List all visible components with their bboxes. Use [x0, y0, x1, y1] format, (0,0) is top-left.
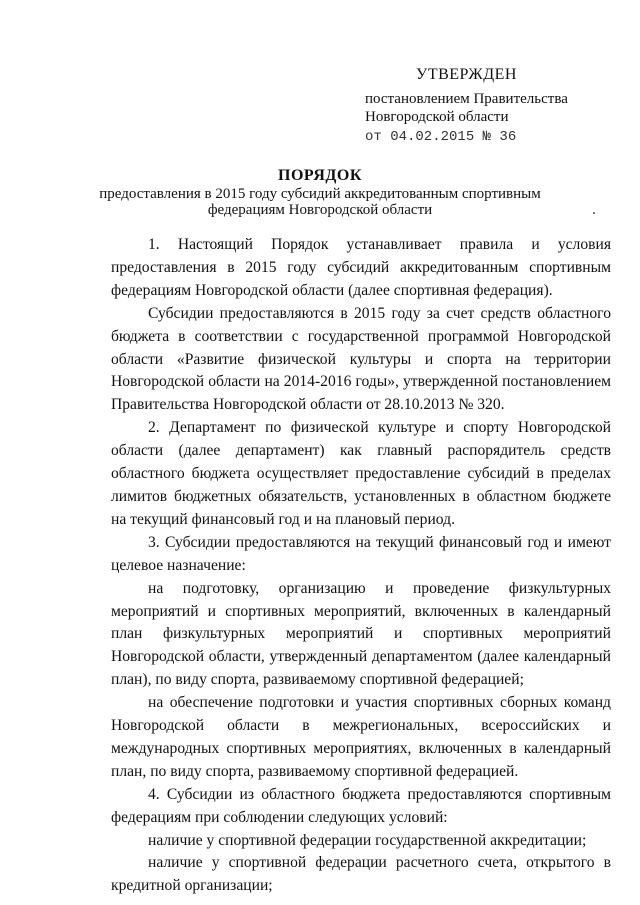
approval-line-1: постановлением Правительства: [365, 91, 568, 107]
document-subtitle-line-1: предоставления в 2015 году субсидий аккредитованным спортивным: [99, 186, 541, 202]
paragraph-purpose-events: на подготовку, организацию и проведение физкультурных мероприятий и спортивных мероприятий, включенных в календарный план физкультурных мероприятий и спортивных мероприятий Новгородской области, утвержденный департаментом (далее календарный план), по виду спорта, развиваемому спортивной федерацией;: [111, 579, 611, 689]
document-title: ПОРЯДОК: [278, 167, 362, 184]
document-body: [111, 234, 611, 898]
approval-line-2: Новгородской области: [365, 109, 509, 125]
document-subtitle: [95, 186, 545, 218]
paragraph-4-conditions: 4. Субсидии из областного бюджета предоставляются спортивным федерациям при соблюдении следующих условий:: [111, 785, 611, 826]
paragraph-funding-source: Субсидии предоставляются в 2015 году за счет средств областного бюджета в соответствии с государственной программой Новгородской области «Развитие физической культуры и спорта на территории Новгородской области на 2014-2016 годы», утвержденной постановлением Правительства Новгородской области от 28.10.2013 № 320.: [111, 304, 611, 414]
approval-date-line: от 04.02.2015 № 36: [365, 129, 517, 145]
approval-title: УТВЕРЖДЕН: [416, 66, 517, 83]
paragraph-condition-accreditation: наличие у спортивной федерации государственной аккредитации;: [148, 831, 587, 849]
document-subtitle-line-2: федерациям Новгородской области: [207, 202, 433, 218]
paragraph-purpose-teams: на обеспечение подготовки и участия спортивных сборных команд Новгородской области в межрегиональных, всероссийских и международных спортивных мероприятиях, включенных в календарный план, по виду спорта, развиваемому спортивной федерацией.: [111, 694, 611, 780]
scan-speck: [593, 212, 595, 214]
paragraph-2-department: 2. Департамент по физической культуре и спорту Новгородской области (далее департамент) как главный распорядитель средств областного бюджета осуществляет предоставление субсидий в пределах лимитов бюджетных обязательств, установленных в областном бюджете на текущий финансовый год и на плановый период.: [111, 419, 611, 528]
paragraph-1-scope: 1. Настоящий Порядок устанавливает правила и условия предоставления в 2015 году субсидий аккредитованным спортивным федерациям Новгородской области (далее спортивная федерация).: [111, 236, 611, 299]
paragraph-condition-account: наличие у спортивной федерации расчетного счета, открытого в кредитной организации;: [111, 854, 611, 895]
paragraph-3-purpose: 3. Субсидии предоставляются на текущий финансовый год и имеют целевое назначение:: [111, 533, 611, 574]
